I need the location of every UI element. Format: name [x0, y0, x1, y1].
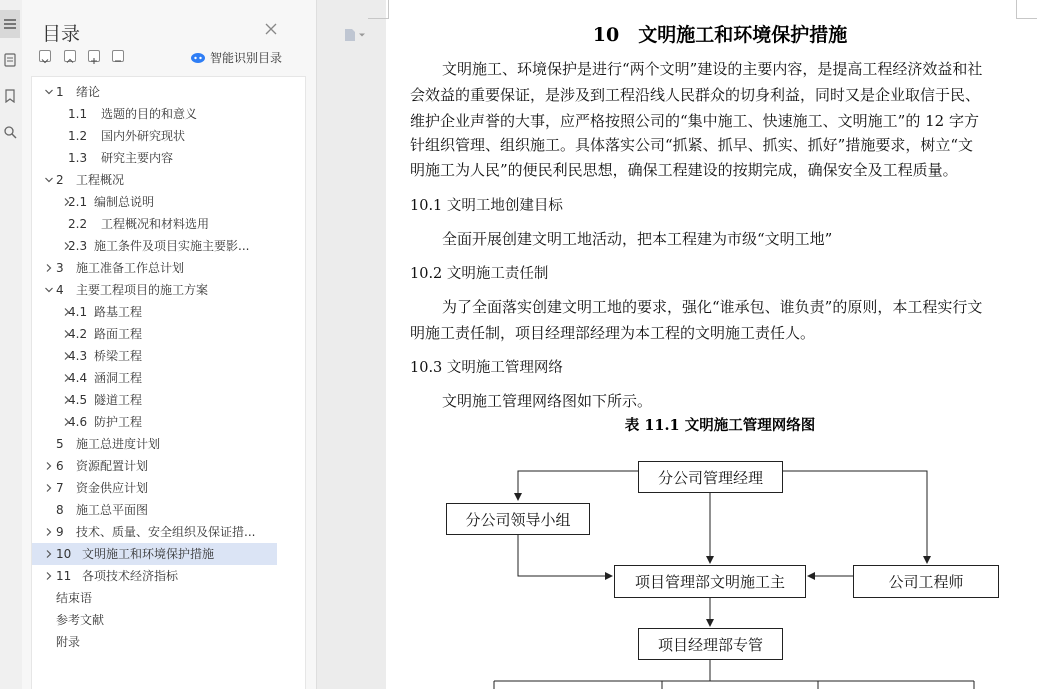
flow-node-company-engineer: 公司工程师 — [853, 565, 999, 598]
toc-item-label: 资金供应计划 — [76, 481, 149, 495]
toc-item-label: 结束语 — [56, 591, 93, 605]
toc-item-number: 2.1 — [68, 195, 88, 209]
toc-item-number: 10 — [56, 547, 72, 561]
toc-item-label: 路基工程 — [94, 305, 143, 319]
toc-item-number: 4.6 — [68, 415, 88, 429]
toc-item-label: 参考文献 — [56, 613, 105, 627]
toc-item-label: 国内外研究现状 — [101, 129, 186, 143]
connector-line — [494, 659, 974, 689]
toc-item-number: 4.5 — [68, 393, 88, 407]
toc-item-number: 4.1 — [68, 305, 88, 319]
paragraph-line: 维护企业声誉的大事，应严格按照公司的“集中施工、快速施工、文明施工”的 12 字方 — [410, 112, 979, 130]
toc-item-number: 11 — [56, 569, 72, 583]
toc-item-number: 1.2 — [68, 129, 88, 143]
toc-item-label: 资源配置计划 — [76, 459, 149, 473]
paragraph-line: 全面开展创建文明工地活动，把本工程建为市级“文明工地” — [442, 230, 833, 248]
toc-item-label: 选题的目的和意义 — [101, 107, 198, 121]
toc-item-label: 涵洞工程 — [94, 371, 143, 385]
toc-item-label: 施工总进度计划 — [76, 437, 161, 451]
toc-item-label: 施工准备工作总计划 — [76, 261, 185, 275]
paragraph-line: 为了全面落实创建文明工地的要求，强化“谁承包、谁负责”的原则，本工程实行文 — [442, 298, 983, 316]
toc-item-number: 9 — [56, 525, 64, 539]
toc-item-number: 4.3 — [68, 349, 88, 363]
flow-node-leadership-group: 分公司领导小组 — [446, 503, 590, 535]
toc-item-label: 桥梁工程 — [94, 349, 143, 363]
toc-item-label: 研究主要内容 — [101, 151, 174, 165]
toc-item-label: 路面工程 — [94, 327, 143, 341]
paragraph-line: 针组织管理、组织施工。具体落实公司“抓紧、抓早、抓实、抓好”措施要求，树立“文 — [410, 136, 974, 154]
toc-item-number: 1 — [56, 85, 64, 99]
connector-line — [782, 471, 927, 563]
flow-node-project-civil-head: 项目管理部文明施工主 — [614, 565, 806, 598]
toc-title: 目录 — [42, 23, 81, 45]
toc-item-label: 隧道工程 — [94, 393, 143, 407]
toc-item-number: 4 — [56, 283, 64, 297]
toc-item-number: 4.4 — [68, 371, 88, 385]
toc-item-number: 6 — [56, 459, 64, 473]
toc-item-number: 3 — [56, 261, 64, 275]
toc-item-number: 7 — [56, 481, 64, 495]
toc-item-label: 技术、质量、安全组织及保证措... — [76, 525, 256, 539]
toc-item-number: 1.3 — [68, 151, 88, 165]
toc-item-label: 施工条件及项目实施主要影... — [94, 239, 250, 253]
toc-item-number: 4.2 — [68, 327, 88, 341]
subsection-title: 10.1 文明工地创建目标 — [410, 198, 563, 214]
toc-item-number: 8 — [56, 503, 64, 517]
toc-item-number: 5 — [56, 437, 64, 451]
toc-item-number: 2.3 — [68, 239, 88, 253]
toc-item-label: 文明施工和环境保护措施 — [82, 547, 215, 561]
connector-line — [518, 471, 639, 500]
flow-node-branch-manager: 分公司管理经理 — [638, 461, 783, 493]
smart-toc-label: 智能识别目录 — [210, 51, 283, 65]
toc-item-number: 1.1 — [68, 107, 88, 121]
toc-item-label: 工程概况和材料选用 — [101, 217, 210, 231]
paragraph-line: 会效益的重要保证，是涉及到工程沿线人民群众的切身利益，同时又是企业取信于民、 — [410, 86, 981, 104]
toc-item-label: 防护工程 — [94, 415, 143, 429]
toc-item-number: 2 — [56, 173, 64, 187]
toc-item-label: 附录 — [56, 635, 81, 649]
subsection-title: 10.3 文明施工管理网络 — [410, 360, 563, 376]
connector-line — [518, 534, 612, 576]
subsection-title: 10.2 文明施工责任制 — [410, 266, 549, 282]
section-heading: 10 文明施工和环境保护措施 — [592, 24, 848, 46]
toc-item-label: 编制总说明 — [94, 195, 155, 209]
flow-node-project-specialist: 项目经理部专管 — [638, 628, 783, 660]
paragraph-line: 明施工为人民”的便民利民思想，确保工程建设的按期完成，确保安全及工程质量。 — [410, 161, 958, 179]
toc-item-label: 施工总平面图 — [76, 503, 149, 517]
paragraph-line: 文明施工管理网络图如下所示。 — [442, 392, 653, 410]
toc-item-number: 2.2 — [68, 217, 88, 231]
figure-caption: 表 11.1 文明施工管理网络图 — [624, 417, 816, 434]
paragraph-line: 文明施工、环境保护是进行“两个文明”建设的主要内容，是提高工程经济效益和社 — [442, 60, 983, 78]
toc-item-label: 绪论 — [76, 85, 101, 99]
toc-item-label: 各项技术经济指标 — [82, 569, 179, 583]
paragraph-line: 明施工责任制，项目经理部经理为本工程的文明施工责任人。 — [410, 324, 816, 342]
toc-item-label: 工程概况 — [76, 173, 125, 187]
toc-item-label: 主要工程项目的施工方案 — [76, 283, 209, 297]
